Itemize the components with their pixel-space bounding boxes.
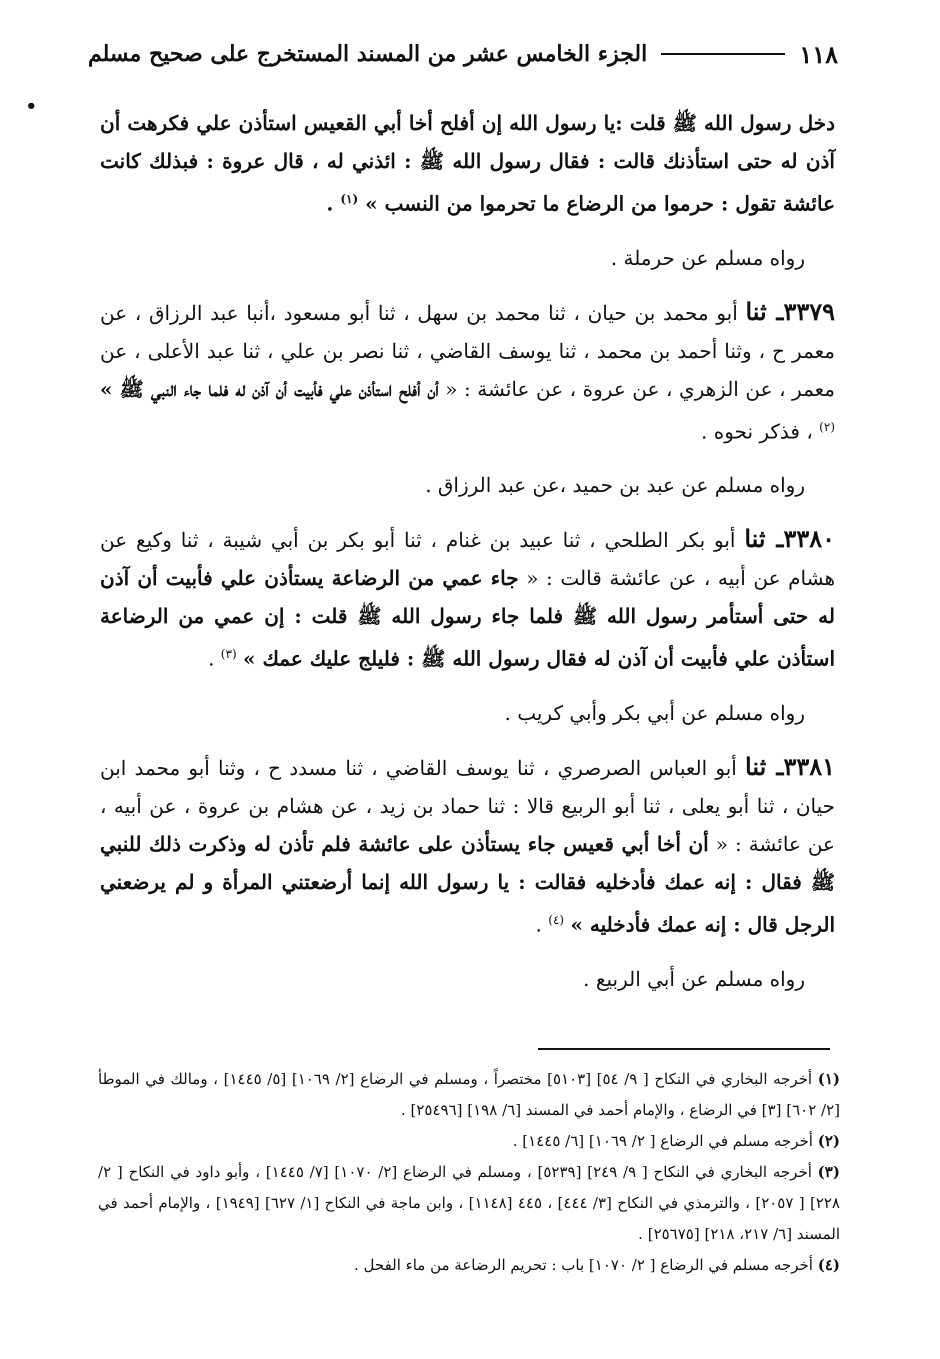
running-title: الجزء الخامس عشر من المسند المستخرج على صحيح مسلم bbox=[88, 41, 648, 67]
page-number: ١١٨ bbox=[799, 39, 838, 69]
hadith-trailer: ، فذكر نحوه . bbox=[701, 419, 813, 444]
riwayah-line: رواه مسلم عن عبد بن حميد ،عن عبد الرزاق . bbox=[425, 473, 805, 498]
intro-paragraph: دخل رسول الله ﷺ قلت :يا رسول الله إن أفلح أخا أبي القعيس استأذن علي فكرهت أن آذن له حتى استأذنك قالت : فقال رسول الله ﷺ : ائذني له ، قال عروة : فبذلك كانت عائشة تقول : حرموا من الرضاع ما تحرموا من النسب » $^{(١)}$ . bbox=[100, 111, 835, 216]
footnote-ref-4: (٤) bbox=[548, 912, 565, 927]
footnote-text: أخرجه البخاري في النكاح [ ٩/ ٥٤] [٥١٠٣] مختصراً ، ومسلم في الرضاع [٢/ ١٠٦٩] [٥/ ١٤٤٥] ، ومالك في الموطأ [٢/ ٦٠٢] [٣] في الرضاع ، والإمام أحمد في المسند [٦/ ١٩٨] [٢٥٤٩٦] . bbox=[98, 1070, 840, 1119]
footnote-ref-1: (١) bbox=[340, 192, 359, 206]
footnote-ref-3: (٣) bbox=[220, 647, 237, 662]
footnote-text: أخرجه البخاري في النكاح [ ٩/ ٢٤٩] [٥٢٣٩] ، ومسلم في الرضاع [٢/ ١٠٧٠] [٧/ ١٤٤٥] ، وأبو داود في النكاح [ ٢/ ٢٢٨] [ ٢٠٥٧] ، والترمذي في النكاح [٣/ ٤٤٤] ، ٤٤٥ [١١٤٨] ، وابن ماجة في النكاح [١/ ٦٢٧] [١٩٤٩] ، والإمام أحمد في المسند [٦/ ٢١٧، ٢١٨] [٢٥٦٧٥] . bbox=[98, 1163, 840, 1243]
page-header bbox=[88, 34, 838, 74]
hadith-number: ٣٣٧٩ـ ثنا bbox=[745, 296, 835, 326]
isnad-text: أبو محمد بن حيان ، ثنا محمد بن سهل ، ثنا أبو مسعود ،أنبا عبد الرزاق ، عن معمر ح ، وثنا أحمد بن محمد ، ثنا يوسف القاضي ، ثنا نصر بن علي ، ثنا عبد الأعلى ، عن معمر ، عن الزهري ، عن عروة ، عن عائشة : « bbox=[100, 300, 836, 401]
footnote-number: (٢) bbox=[817, 1132, 840, 1150]
riwayah-line: رواه مسلم عن حرملة . bbox=[610, 245, 805, 270]
footnote-number: (١) bbox=[817, 1070, 840, 1088]
footnote-number: (٤) bbox=[817, 1256, 840, 1274]
hadith-3380 bbox=[100, 520, 835, 678]
isnad-text: أبو العباس الصرصري ، ثنا يوسف القاضي ، ثنا مسدد ح ، وثنا أبو محمد ابن حيان ، ثنا أبو يعلى ، ثنا أبو الربيع قالا : ثنا حماد بن زيد ، عن هشام بن عروة ، عن أبيه ، عن عائشة : « bbox=[100, 755, 835, 856]
hadith-3381 bbox=[100, 748, 835, 944]
hadith-number: ٣٣٨١ـ ثنا bbox=[745, 751, 836, 781]
hadith-trailer: . bbox=[208, 646, 215, 671]
hadith-trailer: . bbox=[535, 912, 542, 937]
header-rule bbox=[661, 53, 785, 55]
hadith-number: ٣٣٨٠ـ ثنا bbox=[744, 524, 835, 554]
hadith-quote: أن أفلح استأذن علي فأبيت أن آذن له فلما جاء النبي ﷺ » bbox=[100, 376, 439, 401]
riwayah-line: رواه مسلم عن أبي بكر وأبي كريب . bbox=[504, 700, 805, 725]
intro-text: دخل رسول الله ﷺ قلت :يا رسول الله إن أفلح أخا أبي القعيس استأذن علي فكرهت أن آذن له حتى استأذنك قالت : فقال رسول الله ﷺ : ائذني له ، قال عروة : فبذلك كانت عائشة تقول : حرموا من الرضاع ما تحرموا من النسب » bbox=[100, 111, 835, 216]
hadith-quote: جاء عمي من الرضاعة يستأذن علي فأبيت أن آذن له حتى أستأمر رسول الله ﷺ فلما جاء رسول الله ﷺ قلت : إن عمي من الرضاعة استأذن علي فأبيت أن آذن له فقال رسول الله ﷺ : فليلج عليك عمك » bbox=[100, 566, 835, 671]
margin-marker: • bbox=[25, 96, 37, 117]
footnote-number: (٣) bbox=[817, 1163, 840, 1181]
footnote-ref-2: (٢) bbox=[819, 419, 835, 434]
riwayah-line: رواه مسلم عن أبي الربيع . bbox=[583, 966, 805, 991]
footnote bbox=[98, 1126, 840, 1157]
footnote-text: أخرجه مسلم في الرضاع [ ٢/ ١٠٧٠] باب : تحريم الرضاعة من ماء الفحل . bbox=[353, 1256, 813, 1274]
footnote-separator bbox=[538, 1048, 830, 1050]
footnote-text: أخرجه مسلم في الرضاع [ ٢/ ١٠٦٩] [٦/ ١٤٤٥] . bbox=[512, 1132, 813, 1150]
footnote bbox=[98, 1250, 840, 1281]
footnotes bbox=[98, 1064, 840, 1281]
footnote bbox=[98, 1157, 840, 1250]
main-text bbox=[100, 104, 835, 1014]
footnote bbox=[98, 1064, 840, 1126]
hadith-3379 bbox=[100, 293, 835, 451]
hadith-quote: أن أخا أبي قعيس جاء يستأذن على عائشة فلم تأذن له وذكرت ذلك للنبي ﷺ فقال : إنه عمك فأدخليه فقالت : يا رسول الله إنما أرضعتني المرأة و لم يرضعني الرجل قال : إنه عمك فأدخليه » bbox=[100, 831, 835, 937]
isnad-text: أبو بكر الطلحي ، ثنا عبيد بن غنام ، ثنا أبو بكر بن أبي شيبة ، ثنا وكيع عن هشام عن أبيه ، عن عائشة قالت : « bbox=[100, 528, 835, 591]
